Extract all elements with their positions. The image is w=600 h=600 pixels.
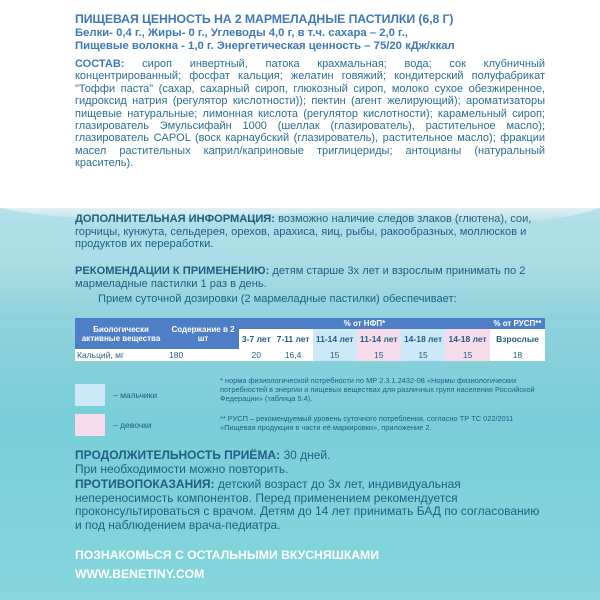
duration-label: ПРОДОЛЖИТЕЛЬНОСТЬ ПРИЁМА: [75,448,281,462]
percent-value: 15 [357,349,401,361]
website-link[interactable]: WWW.BENETINY.COM [75,567,205,581]
girls-label: – девочки [113,420,152,430]
rsp-value: 18 [490,349,545,361]
footnote-nfp: * норма физиологической потребности по МР 2.3.1.2432-08 «Нормы физиологических потребностей в энергии и пищевых веществах для различных групп населения Российской Федерации» (таблица 5.4). [220,376,535,403]
recommend-label: РЕКОМЕНДАЦИИ К ПРИМЕНЕНИЮ: [75,265,270,277]
col-content: Содержание в 2 шт [167,318,239,349]
age-header: 14-18 лет [445,329,490,349]
additional-info [75,213,545,251]
promo-headline: ПОЗНАКОМЬСЯ С ОСТАЛЬНЫМИ ВКУСНЯШКАМИ [75,548,379,562]
age-header: 3-7 лет [239,329,274,349]
contra-label: ПРОТИВОПОКАЗАНИЯ: [75,477,215,491]
duration [75,448,545,476]
recommend-text: детям старше 3х лет и взрослым принимать по 2 мармеладные пастилки 1 раз в день. [75,265,526,290]
composition-label: СОСТАВ: [75,58,125,70]
girls-swatch [75,414,105,436]
additional-label: ДОПОЛНИТЕЛЬНАЯ ИНФОРМАЦИЯ: [75,213,275,225]
nutrition-line-1: Белки- 0,4 г., Жиры- 0 г., Углеводы 4,0 г, в т.ч. сахара – 2,0 г., [75,27,408,39]
composition [75,58,545,170]
duration-text: 30 дней. [280,448,331,462]
intake-line: Прием суточной дозировки (2 мармеладные пастилки) обеспечивает: [98,293,457,305]
contraindications [75,478,545,532]
table-row [75,349,545,361]
percent-value: 15 [313,349,357,361]
footnote-rsp: ** РУСП – рекомендуемый уровень суточного потребления, согласно ТР ТС 022/2011 «Пищевая продукция в части её маркировки», приложение 2. [220,414,514,432]
percent-value: 20 [239,349,274,361]
col-active-substances: Биологически активные вещества [75,318,167,349]
age-header: 7-11 лет [274,329,313,349]
composition-text: сироп инвертный, патока крахмальная; вода; сок клубничный концентрированный; фосфат кальция; желатин говяжий; кондитерский полуфабрикат "Тоффи паста" (сахар, сахарный сироп, глюкозный сироп, молоко сухое обезжиренное, гидроксид натрия (регулятор кислотности)); пектин (агент желирующий); ароматизаторы пищевые натуральные; лимонная кислота (регулятор кислотности); карамельный сироп; глазирователь Эмульсифайн 1000 (шеллак (глазирователь), растительное масло); глазирователь CAPOL (воск карнаубский (глазирователь), растительное масло); фракции масел растительных каприл/каприновые триглицериды; антоцианы (натуральный краситель). [75,58,545,170]
col-group-rsp: % от РУСП** [490,318,545,329]
dose-table [75,318,545,361]
additional-text: возможно наличие следов злаков (глютена), сои, горчицы, кунжута, сельдерея, орехов, арахиса, яиц, рыбы, ракообразных, моллюсков и продуктов их переработки. [75,213,532,250]
percent-value: 15 [401,349,446,361]
boys-label: – мальчики [113,390,158,400]
recommendations [75,265,545,290]
nutrition-line-2: Пищевые волокна - 1,0 г. Энергетическая ценность – 75/20 кДж/ккал [75,39,455,52]
duration-line2: При необходимости можно повторить. [75,462,289,476]
age-header: 11-14 лет [313,329,357,349]
nutrition-title: ПИЩЕВАЯ ЦЕННОСТЬ НА 2 МАРМЕЛАДНЫЕ ПАСТИЛКИ (6,8 Г) [75,12,454,26]
col-group-nfp: % от НФП* [239,318,490,329]
nutrition-block [75,12,545,170]
age-header: 14-18 лет [401,329,446,349]
substance-amount: 180 [167,349,239,361]
percent-value: 16,4 [274,349,313,361]
age-header: 11-14 лет [357,329,401,349]
percent-value: 15 [445,349,490,361]
adults-header: Взрослые [490,329,545,349]
contra-text: детский возраст до 3х лет, индивидуальная непереносимость компонентов. Перед применением рекомендуется проконсультироваться с врачом. Детям до 14 лет принимать БАД по согласованию и под наблюдением врача-педиатра. [75,477,540,532]
substance-name: Кальций, мг [75,349,167,361]
boys-swatch [75,384,105,406]
